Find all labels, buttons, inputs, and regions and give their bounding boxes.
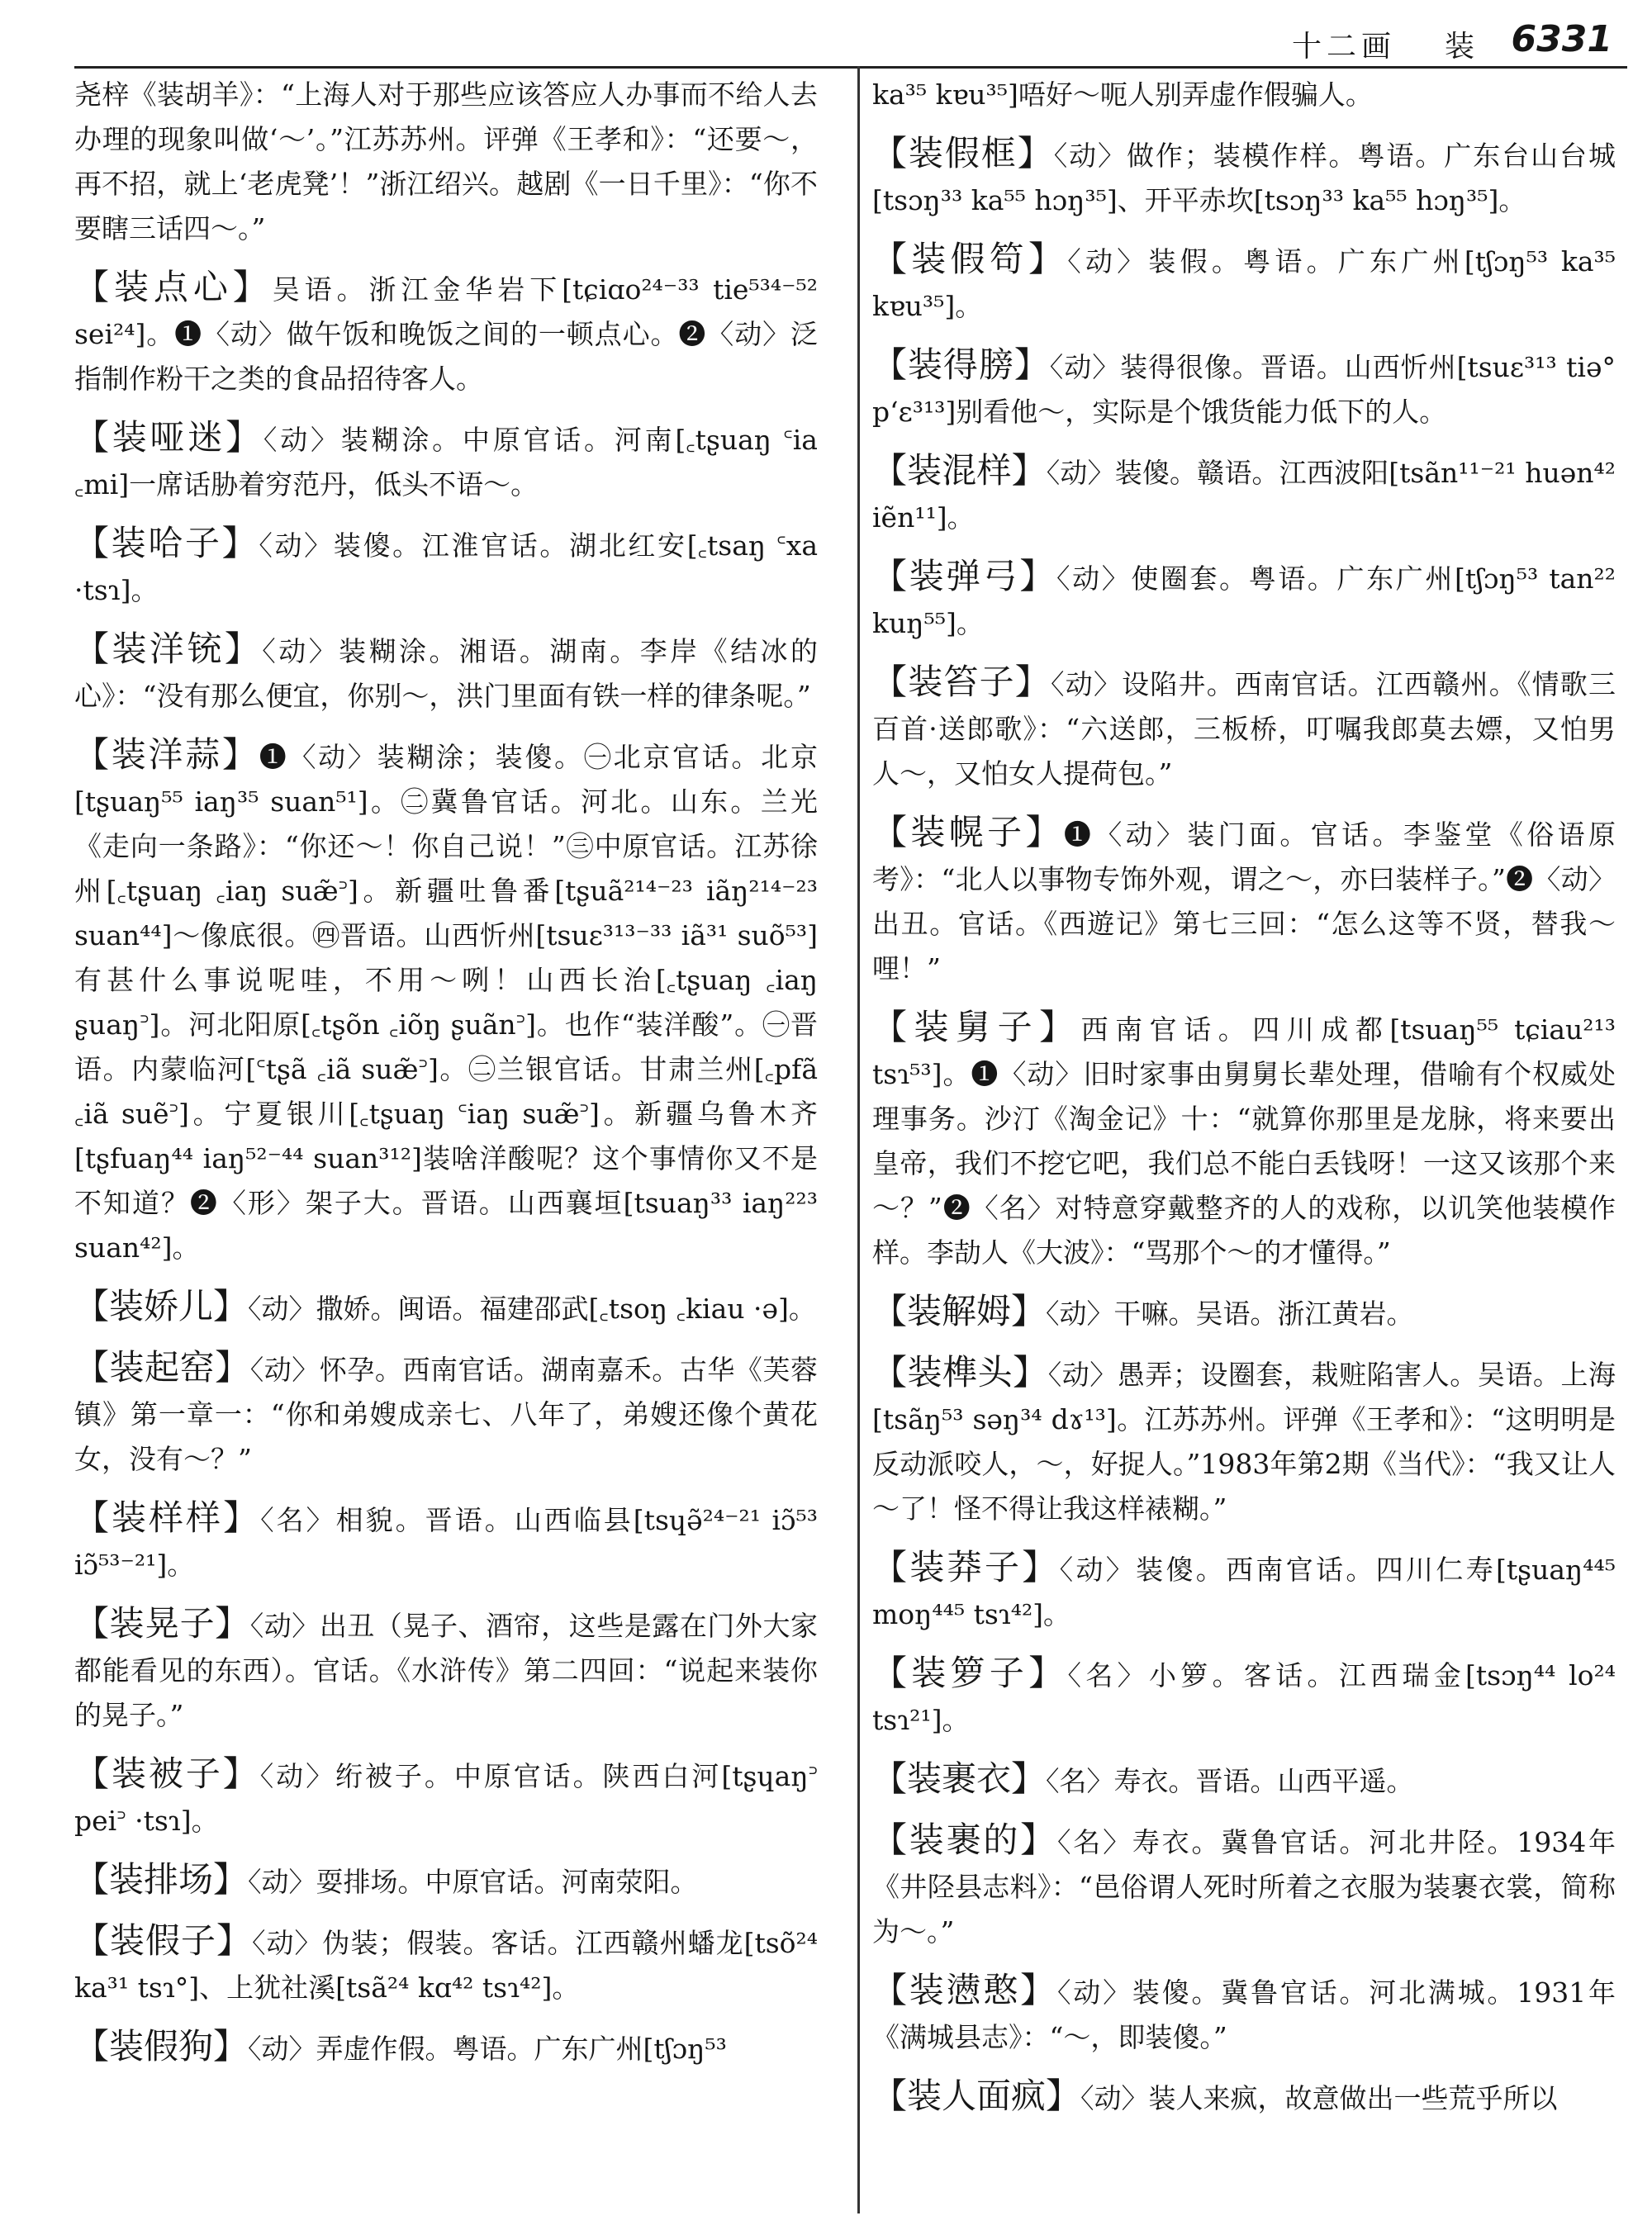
entry-definition: 〈动〉怀孕。西南官话。湖南嘉禾。古华《芙蓉镇》第一章一：“你和弟嫂成亲七、八年了，弟嫂还像个黄花女，没有～？” xyxy=(74,1354,818,1475)
right-column xyxy=(872,73,1616,2135)
entry-definition: ❶〈动〉装门面。官话。李鉴堂《俗语原考》：“北人以事物专饰外观，谓之～，亦曰装样子。”❷〈动〉出丑。官话。《西遊记》第七三回：“怎么这等不贤，替我～哩！” xyxy=(872,818,1616,985)
entry-definition: ka³⁵ kɐu³⁵]唔好～呃人别弄虚作假骗人。 xyxy=(872,78,1373,111)
entry-headword: 【装懑憨】 xyxy=(872,1970,1057,2010)
entry-definition: 〈动〉装人来疯，故意做出一些荒乎所以 xyxy=(1080,2082,1558,2114)
dictionary-entry xyxy=(872,1818,1616,1954)
dictionary-entry xyxy=(74,1345,818,1482)
section-label: 十二画 xyxy=(1291,30,1396,64)
entry-headword: 【装样样】 xyxy=(74,1497,261,1538)
entry-headword: 【装得膀】 xyxy=(872,344,1050,385)
entry-definition: 〈动〉伪装；假装。客话。江西赣州蟠龙[tsõ²⁴ ka³¹ tsɿ°]、上犹社溪[tsã²⁴ kɑ⁴² tsɿ⁴²]。 xyxy=(74,1927,818,2004)
entry-headword: 【装舅子】 xyxy=(872,1007,1081,1047)
entry-definition: 〈动〉装傻。西南官话。四川仁寿[tʂuaŋ⁴⁴⁵ moŋ⁴⁴⁵ tsɿ⁴²]。 xyxy=(872,1554,1616,1630)
entry-headword: 【装哈子】 xyxy=(74,523,259,563)
dictionary-entry xyxy=(872,1289,1616,1336)
page-header xyxy=(74,15,1627,69)
dictionary-entry xyxy=(74,1601,818,1738)
entry-definition: 〈动〉愚弄；设圈套，栽赃陷害人。吴语。上海[tsãŋ⁵³ səŋ³⁴ dɤ¹³]。江苏苏州。评弹《王孝和》：“这明明是反动派咬人，～，好捉人。”1983年第2期《当代》：“我又让人～了！怪不得让我这样裱糊。” xyxy=(872,1359,1616,1525)
entry-definition: ❶〈动〉装糊涂；装傻。㊀北京官话。北京[tʂuaŋ⁵⁵ iaŋ³⁵ suan⁵¹]。㊁冀鲁官话。河北。山东。兰光《走向一条路》：“你还～！你自己说！”㊂中原官话。江苏徐州[꜀tʂuaŋ ꜀iaŋ suæ̃꜄]。新疆吐鲁番[tʂuã²¹⁴⁻²³ iãŋ²¹⁴⁻²³ suan⁴⁴]～像底很。㊃晋语。山西忻州[tsuɛ³¹³⁻³³ iã³¹ suõ⁵³]有甚什么事说呢哇，不用～咧！山西长治[꜀tʂuaŋ ꜀iaŋ ʂuaŋ꜄]。河北阳原[꜀tʂõn ꜀iõŋ ʂuãn꜄]。也作“装洋酸”。㊀晋语。内蒙临河[꜂tʂã ꜀iã suæ̃꜄]。㊁兰银官话。甘肃兰州[꜀pfã ꜀iã suẽ꜄]。宁夏银川[꜀tʂuaŋ ꜂iaŋ suæ̃꜄]。新疆乌鲁木齐[tʂfuaŋ⁴⁴ iaŋ⁵²⁻⁴⁴ suan³¹²]装啥洋酸呢？这个事情你又不是不知道？❷〈形〉架子大。晋语。山西襄垣[tsuaŋ³³ iaŋ²²³ suan⁴²]。 xyxy=(74,741,818,1264)
entry-definition: 〈名〉寿衣。晋语。山西平遥。 xyxy=(1046,1765,1414,1797)
dictionary-entry xyxy=(74,1919,818,2010)
dictionary-entry xyxy=(872,2074,1616,2121)
entry-headword: 【装起窑】 xyxy=(74,1347,250,1388)
dictionary-entry xyxy=(74,521,818,613)
entry-definition: 〈动〉装傻。冀鲁官话。河北满城。1931年《满城县志》：“～，即装傻。” xyxy=(872,1976,1616,2053)
dictionary-entry xyxy=(872,73,1616,117)
dictionary-entry xyxy=(872,1651,1616,1743)
entry-definition: 〈动〉装傻。赣语。江西波阳[tsãn¹¹⁻²¹ huən⁴² iẽn¹¹]。 xyxy=(872,457,1616,534)
dictionary-entry xyxy=(872,1350,1616,1531)
dictionary-entry xyxy=(74,1752,818,1843)
entry-headword: 【装假笱】 xyxy=(872,239,1068,279)
entry-headword: 【装箩子】 xyxy=(872,1653,1068,1693)
entry-definition: 〈动〉设陷井。西南官话。江西赣州。《情歌三百首·送郎歌》：“六送郎，三板桥，叮嘱我郎莫去嫖，又怕男人～，又怕女人提荷包。” xyxy=(872,668,1616,790)
entry-definition: 〈动〉干嘛。吴语。浙江黄岩。 xyxy=(1046,1298,1414,1330)
dictionary-entry xyxy=(74,2024,818,2071)
entry-headword: 【装洋铳】 xyxy=(74,629,263,669)
dictionary-entry xyxy=(872,660,1616,796)
dictionary-entry xyxy=(872,810,1616,991)
entry-definition: 〈名〉小箩。客话。江西瑞金[tsɔŋ⁴⁴ lo²⁴ tsɿ²¹]。 xyxy=(872,1659,1616,1736)
dictionary-entry xyxy=(74,1284,818,1331)
entry-headword: 【装被子】 xyxy=(74,1753,260,1794)
dictionary-entry xyxy=(872,448,1616,540)
entry-headword: 【装排场】 xyxy=(74,1859,249,1900)
head-character: 装 xyxy=(1444,30,1474,64)
left-column xyxy=(74,73,818,2085)
entry-definition: 西南官话。四川成都[tsuaŋ⁵⁵ tɕiau²¹³ tsɿ⁵³]。❶〈动〉旧时家事由舅舅长辈处理，借喻有个权威处理事务。沙汀《淘金记》十：“就算你那里是龙脉，将来要出皇帝，我们不挖它吧，我们总不能白丢钱呀！一这又该那个来～？”❷〈名〉对特意穿戴整齐的人的戏称，以讥笑他装模作样。李劼人《大波》：“骂那个～的才懂得。” xyxy=(872,1013,1616,1269)
entry-definition: 〈动〉装傻。江淮官话。湖北红安[꜀tsaŋ ꜂xa ·tsɿ]。 xyxy=(74,529,818,606)
entry-headword: 【装洋蒜】 xyxy=(74,734,259,775)
entry-definition: 〈动〉弄虚作假。粤语。广东广州[tʃɔŋ⁵³ xyxy=(248,2033,727,2065)
entry-headword: 【装娇儿】 xyxy=(74,1286,249,1326)
dictionary-entry xyxy=(872,1005,1616,1275)
entry-definition: 〈动〉绗被子。中原官话。陕西白河[tʂɥaŋ꜄ pei꜄ ·tsɿ]。 xyxy=(74,1760,818,1837)
entry-definition: 〈动〉装假。粤语。广东广州[tʃɔŋ⁵³ ka³⁵ kɐu³⁵]。 xyxy=(872,245,1616,322)
dictionary-entry xyxy=(872,1545,1616,1637)
entry-headword: 【装幌子】 xyxy=(872,812,1064,852)
entry-headword: 【装榫头】 xyxy=(872,1352,1048,1393)
dictionary-entry xyxy=(74,265,818,401)
dictionary-entry xyxy=(872,131,1616,223)
entry-headword: 【装弹弓】 xyxy=(872,556,1057,596)
entry-headword: 【装解姆】 xyxy=(872,1291,1047,1331)
dictionary-entry xyxy=(872,1757,1616,1804)
entry-definition: 〈动〉撒娇。闽语。福建邵武[꜀tsoŋ ꜀kiau ·ə]。 xyxy=(248,1293,816,1325)
dictionary-entry xyxy=(74,627,818,719)
entry-definition: 〈名〉相貌。晋语。山西临县[tsɥə̃²⁴⁻²¹ iɔ̃⁵³ iɔ̃⁵³⁻²¹]。 xyxy=(74,1504,818,1581)
dictionary-entry xyxy=(74,1496,818,1587)
entry-headword: 【装哑迷】 xyxy=(74,417,263,458)
entry-headword: 【装点心】 xyxy=(74,267,273,307)
entry-definition: 尧梓《装胡羊》：“上海人对于那些应该答应人办事而不给人去办理的现象叫做‘～’。”江苏苏州。评弹《王孝和》：“还要～，再不招，就上‘老虎凳’！”浙江绍兴。越剧《一日千里》：“你不要瞎三话四～。” xyxy=(74,78,818,244)
entry-headword: 【装裹衣】 xyxy=(872,1758,1047,1799)
page-number: 6331 xyxy=(1511,18,1612,60)
entry-headword: 【装假子】 xyxy=(74,1920,253,1961)
dictionary-entry xyxy=(872,1968,1616,2060)
dictionary-entry xyxy=(74,73,818,251)
dictionary-entry xyxy=(872,237,1616,329)
entry-definition: 〈动〉做作；装模作样。粤语。广东台山台城[tsɔŋ³³ ka⁵⁵ hɔŋ³⁵]、开平赤坎[tsɔŋ³³ ka⁵⁵ hɔŋ³⁵]。 xyxy=(872,140,1616,216)
entry-definition: 〈动〉装糊涂。湘语。湖南。李岸《结冰的心》：“没有那么便宜，你别～，洪门里面有铁一样的律条呢。” xyxy=(74,635,818,712)
entry-headword: 【装笞子】 xyxy=(872,662,1051,702)
dictionary-entry xyxy=(872,343,1616,434)
dictionary-entry xyxy=(74,733,818,1270)
entry-headword: 【装混样】 xyxy=(872,450,1047,491)
entry-definition: 〈名〉寿衣。冀鲁官话。河北井陉。1934年《井陉县志料》：“邑俗谓人死时所着之衣服为装裹衣裳，简称为～。” xyxy=(872,1826,1616,1948)
entry-headword: 【装莽子】 xyxy=(872,1547,1060,1587)
dictionary-entry xyxy=(74,1858,818,1905)
entry-definition: 〈动〉装得很像。晋语。山西忻州[tsuɛ³¹³ tiə° pʻɛ³¹³]别看他～，实际是个饿货能力低下的人。 xyxy=(872,351,1616,428)
entry-headword: 【装晃子】 xyxy=(74,1603,250,1644)
entry-definition: 〈动〉使圈套。粤语。广东广州[tʃɔŋ⁵³ tan²² kuŋ⁵⁵]。 xyxy=(872,562,1616,639)
entry-headword: 【装裹的】 xyxy=(872,1820,1057,1860)
entry-headword: 【装假狗】 xyxy=(74,2026,249,2066)
dictionary-entry xyxy=(74,415,818,507)
entry-definition: 吴语。浙江金华岩下[tɕiɑo²⁴⁻³³ tie⁵³⁴⁻⁵² sei²⁴]。❶〈动〉做午饭和晚饭之间的一顿点心。❷〈动〉泛指制作粉干之类的食品招待客人。 xyxy=(74,273,818,395)
entry-headword: 【装假框】 xyxy=(872,133,1054,173)
entry-definition: 〈动〉装糊涂。中原官话。河南[꜀tʂuaŋ ꜂ia ꜀mi]一席话胁着穷范丹，低头不语～。 xyxy=(74,424,818,501)
entry-headword: 【装人面疯】 xyxy=(872,2076,1081,2116)
column-divider xyxy=(857,66,860,2213)
dictionary-entry xyxy=(872,554,1616,646)
entry-definition: 〈动〉耍排场。中原官话。河南荥阳。 xyxy=(248,1866,698,1898)
entry-definition: 〈动〉出丑（晃子、酒帘，这些是露在门外大家都能看见的东西）。官话。《水浒传》第二四回：“说起来装你的晃子。” xyxy=(74,1610,818,1731)
